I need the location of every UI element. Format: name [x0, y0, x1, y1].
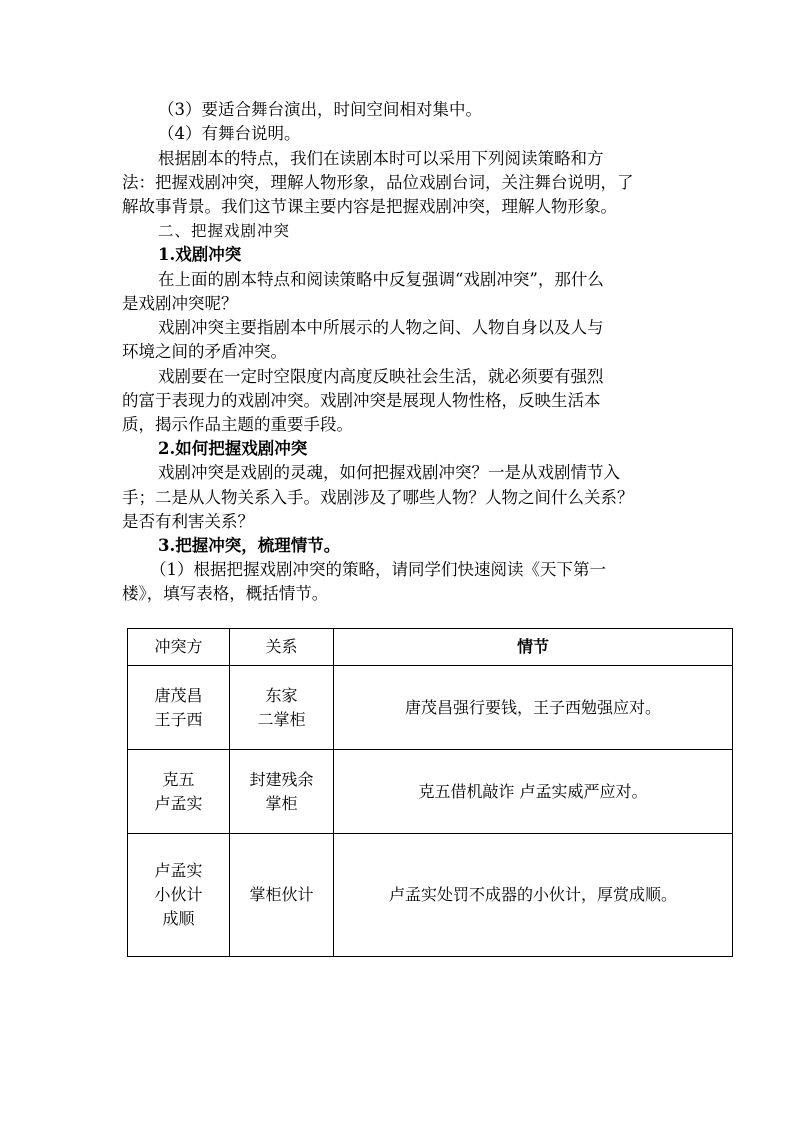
plot-cell: 唐茂昌强行要钱，王子西勉强应对。 [334, 666, 733, 750]
paragraph-line: 楼》，填写表格，概括情节。 [122, 584, 329, 603]
paragraph-line: 戏剧要在一定时空限度内高度反映社会生活，就必须要有强烈 [158, 367, 604, 386]
relation-cell [230, 834, 334, 957]
relation-text: 封建残余 [249, 769, 314, 789]
section-heading: 二、把握戏剧冲突 [158, 222, 291, 240]
header-cell-relation: 关系 [230, 629, 334, 666]
party-cell [128, 666, 230, 750]
header-cell-party: 冲突方 [128, 629, 230, 666]
party-name: 王子西 [154, 709, 203, 729]
plot-cell: 卢孟实处罚不成器的小伙计，厚赏成顺。 [334, 834, 733, 957]
paragraph-line: 质，揭示作品主题的重要手段。 [122, 415, 353, 434]
header-cell-plot: 情节 [334, 629, 733, 666]
paragraph-line: 在上面的剧本特点和阅读策略中反复强调“戏剧冲突”，那什么 [158, 270, 604, 289]
table-row [128, 750, 733, 834]
relation-text: 二掌柜 [257, 709, 306, 729]
paragraph-line: 解故事背景。我们这节课主要内容是把握戏剧冲突，理解人物形象。 [122, 197, 617, 216]
paragraph-line: 是否有利害关系？ [122, 512, 254, 531]
party-name: 卢孟实 [154, 861, 203, 880]
relation-text: 掌柜伙计 [249, 885, 314, 904]
party-name: 小伙计 [154, 885, 203, 904]
plot-summary-table [127, 628, 733, 957]
relation-text: 东家 [265, 685, 298, 705]
paragraph-line: 戏剧冲突主要指剧本中所展示的人物之间、人物自身以及人与 [158, 318, 604, 337]
paragraph-line: 根据剧本的特点，我们在读剧本时可以采用下列阅读策略和方 [158, 149, 604, 168]
table-row [128, 834, 733, 957]
paragraph-line: （4）有舞台说明。 [158, 124, 301, 143]
paragraph-line: 手；二是从人物关系入手。戏剧涉及了哪些人物？人物之间什么关系？ [122, 488, 634, 507]
party-name: 卢孟实 [154, 793, 203, 813]
party-name: 唐茂昌 [154, 685, 203, 705]
table-row [128, 666, 733, 750]
subsection-heading: 3.把握冲突，梳理情节。 [158, 536, 341, 555]
subsection-heading: 1.戏剧冲突 [158, 245, 242, 264]
paragraph-line: 戏剧冲突是戏剧的灵魂，如何把握戏剧冲突？一是从戏剧情节入 [158, 463, 620, 482]
paragraph-line: 的富于表现力的戏剧冲突。戏剧冲突是展现人物性格，反映生活本 [122, 391, 601, 410]
plot-cell: 克五借机敲诈 卢孟实威严应对。 [334, 750, 733, 834]
party-cell [128, 750, 230, 834]
paragraph-line: 环境之间的矛盾冲突。 [122, 342, 287, 361]
subsection-heading: 2.如何把握戏剧冲突 [158, 439, 308, 458]
paragraph-line: 法：把握戏剧冲突，理解人物形象，品位戏剧台词，关注舞台说明，了 [122, 173, 634, 192]
relation-cell [230, 666, 334, 750]
table-header-row [128, 629, 733, 666]
party-cell [128, 834, 230, 957]
party-name: 克五 [162, 769, 195, 789]
relation-text: 掌柜 [265, 793, 298, 813]
paragraph-line: 是戏剧冲突呢？ [122, 294, 238, 313]
party-name: 成顺 [162, 909, 195, 928]
relation-cell [230, 750, 334, 834]
paragraph-line: （3）要适合舞台演出，时间空间相对集中。 [158, 100, 482, 119]
paragraph-line: （1）根据把握戏剧冲突的策略，请同学们快速阅读《天下第一 [150, 560, 606, 579]
